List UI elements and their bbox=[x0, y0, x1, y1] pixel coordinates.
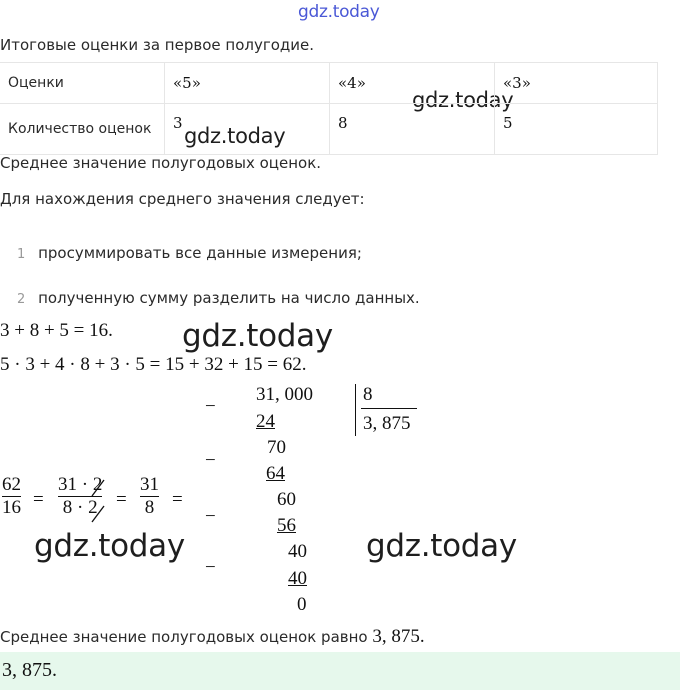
watermark-middle: gdz.today bbox=[182, 318, 333, 354]
dividend: 31, 000 bbox=[256, 384, 313, 405]
conclusion-text: Среднее значение полугодовых оценок равно bbox=[0, 628, 373, 646]
table-cell-count: 8 bbox=[330, 104, 495, 155]
minus-sign: − bbox=[205, 396, 216, 417]
list-item-text: полученную сумму разделить на число данных. bbox=[38, 289, 420, 307]
table-cell-count: 5 bbox=[495, 104, 658, 155]
division-step: 24 bbox=[256, 411, 275, 432]
minus-sign: − bbox=[205, 557, 216, 578]
division-horizontal-line bbox=[361, 408, 417, 409]
list-item bbox=[17, 289, 420, 307]
denominator: 8 · 2 bbox=[62, 497, 98, 518]
subtitle: Среднее значение полугодовых оценок. bbox=[0, 154, 322, 172]
division-step: 60 bbox=[277, 489, 296, 510]
weighted-sum-equation: 5 · 3 + 4 · 8 + 3 · 5 = 15 + 32 + 15 = 62. bbox=[0, 354, 307, 375]
watermark-table-left: gdz.today bbox=[184, 124, 286, 148]
answer-value: 3, 875. bbox=[2, 659, 57, 681]
quotient: 3, 875 bbox=[363, 413, 411, 434]
equals-sign: = bbox=[172, 489, 183, 510]
division-step: 40 bbox=[288, 541, 307, 562]
division-vertical-line bbox=[355, 384, 356, 436]
fraction-31-8 bbox=[140, 474, 159, 519]
conclusion-value: 3, 875. bbox=[372, 626, 425, 647]
denominator: 16 bbox=[2, 497, 21, 518]
intro-text: Для нахождения среднего значения следует: bbox=[0, 190, 365, 208]
table-cell-count: 3 bbox=[165, 104, 330, 155]
list-item-number: 1 bbox=[17, 247, 26, 262]
division-step: 64 bbox=[266, 463, 285, 484]
sum-equation: 3 + 8 + 5 = 16. bbox=[0, 320, 113, 341]
denominator: 8 bbox=[144, 497, 155, 518]
watermark-top: gdz.today bbox=[298, 2, 380, 22]
division-step: 70 bbox=[267, 437, 286, 458]
equals-sign: = bbox=[33, 489, 44, 510]
equals-sign: = bbox=[116, 489, 127, 510]
list-item-number: 2 bbox=[17, 292, 26, 307]
table-row bbox=[0, 63, 658, 104]
minus-sign: − bbox=[205, 450, 216, 471]
list-item bbox=[17, 244, 362, 262]
watermark-table-right: gdz.today bbox=[412, 88, 514, 112]
table-cell-grade: «3» bbox=[495, 63, 658, 104]
minus-sign: − bbox=[205, 506, 216, 527]
division-step: 0 bbox=[297, 594, 307, 615]
fraction-62-16 bbox=[2, 474, 21, 519]
list-item-text: просуммировать все данные измерения; bbox=[38, 244, 362, 262]
numerator: 31 · 2 bbox=[58, 474, 103, 495]
division-step: 56 bbox=[277, 515, 296, 536]
watermark-right: gdz.today bbox=[366, 528, 517, 564]
grades-table bbox=[0, 62, 658, 155]
conclusion bbox=[0, 626, 425, 648]
table-cell-grade: «5» bbox=[165, 63, 330, 104]
numerator: 62 bbox=[2, 474, 21, 495]
division-step: 40 bbox=[288, 568, 307, 589]
divisor: 8 bbox=[363, 384, 373, 405]
cancel-strike-marks bbox=[90, 476, 106, 524]
section-heading: Итоговые оценки за первое полугодие. bbox=[0, 36, 315, 54]
numerator: 31 bbox=[140, 474, 159, 495]
table-cell-label: Оценки bbox=[0, 63, 165, 104]
watermark-left: gdz.today bbox=[34, 528, 185, 564]
table-cell-grade: «4» bbox=[330, 63, 495, 104]
table-cell-label: Количество оценок bbox=[0, 104, 165, 155]
table-row bbox=[0, 104, 658, 155]
answer-box bbox=[0, 652, 680, 690]
